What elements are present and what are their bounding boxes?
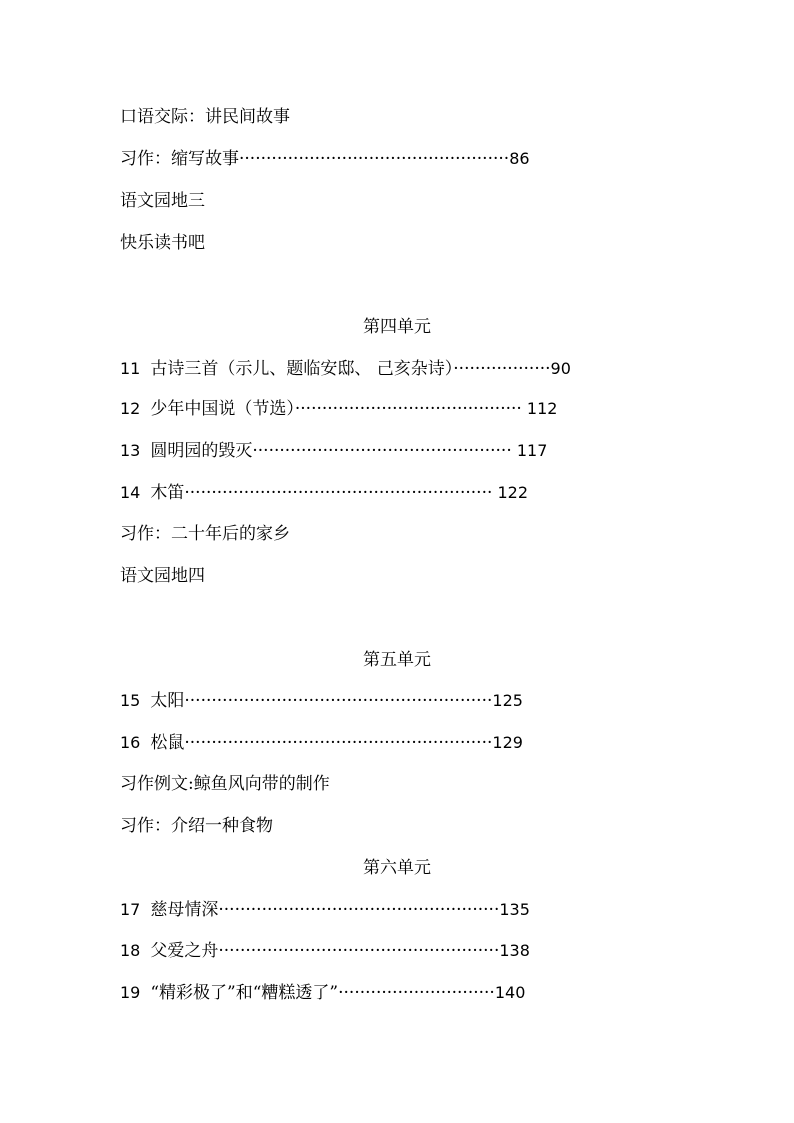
toc-entry-number: 19 [120, 983, 141, 1002]
toc-entry [120, 148, 530, 170]
toc-entry [120, 940, 530, 962]
toc-page-number: 90 [550, 359, 571, 378]
toc-entry-title: 太阳 [150, 691, 185, 711]
toc-entry-title: 口语交际：讲民间故事 [120, 107, 290, 127]
toc-entry [120, 690, 523, 712]
toc-entry [120, 732, 523, 754]
toc-entry-title: 松鼠 [150, 733, 185, 753]
toc-page-number: 112 [521, 399, 558, 418]
toc-entry [120, 232, 205, 254]
toc-entry-title: 习作例文:鲸鱼风向带的制作 [120, 774, 330, 794]
toc-leader-dots: ·················································· [239, 149, 510, 169]
toc-page-number: 138 [499, 941, 530, 960]
toc-entry-number: 13 [120, 441, 141, 460]
toc-entry [120, 815, 273, 837]
toc-entry-title: 习作：介绍一种食物 [120, 816, 273, 836]
toc-entry-title: 习作：二十年后的家乡 [120, 524, 290, 544]
toc-page-number: 140 [494, 983, 526, 1002]
toc-entry-number: 15 [120, 691, 141, 710]
toc-entry [120, 358, 571, 380]
toc-entry [120, 982, 525, 1004]
toc-entry-title: 语文园地三 [120, 191, 205, 211]
toc-leader-dots: ················································ [252, 441, 512, 461]
toc-entry [120, 899, 530, 921]
toc-leader-dots: ························································· [184, 691, 493, 711]
toc-entry-number: 17 [120, 900, 141, 919]
toc-page-number: 86 [509, 149, 530, 168]
toc-entry-title: 父爱之舟 [150, 941, 219, 961]
toc-page-number: 129 [492, 733, 523, 752]
toc-entry-number: 14 [120, 483, 141, 502]
toc-leader-dots: ·················· [453, 359, 551, 379]
toc-leader-dots: ···················································· [218, 900, 500, 920]
toc-entry-number: 16 [120, 733, 141, 752]
toc-entry-title: 少年中国说（节选） [150, 399, 295, 419]
toc-entry [120, 398, 557, 420]
toc-entry [120, 482, 528, 504]
toc-entry-title: 古诗三首（示儿、题临安邸、 己亥杂诗） [150, 359, 454, 379]
unit-heading: 第四单元 [363, 317, 431, 337]
toc-entry-title: 慈母情深 [150, 900, 219, 920]
unit-heading: 第五单元 [363, 650, 431, 670]
toc-entry-number: 12 [120, 399, 141, 418]
toc-entry-number: 11 [120, 359, 141, 378]
toc-leader-dots: ····························· [338, 983, 495, 1003]
toc-leader-dots: ···················································· [218, 941, 500, 961]
toc-page-number: 117 [511, 441, 548, 460]
toc-entry [120, 523, 290, 545]
toc-entry [120, 106, 290, 128]
toc-entry-title: 圆明园的毁灭 [150, 441, 253, 461]
toc-entry [120, 190, 205, 212]
toc-entry-title: 习作：缩写故事 [120, 149, 239, 169]
toc-page-number: 125 [492, 691, 523, 710]
unit-heading: 第六单元 [363, 858, 431, 878]
toc-leader-dots: ························································· [184, 733, 493, 753]
toc-leader-dots: ························································· [184, 483, 493, 503]
toc-entry-title: 语文园地四 [120, 566, 205, 586]
toc-page-number: 135 [499, 900, 530, 919]
toc-entry-title: 木笛 [150, 483, 185, 503]
toc-entry [120, 565, 205, 587]
toc-entry-number: 18 [120, 941, 141, 960]
toc-entry [120, 440, 547, 462]
toc-entry-title: 快乐读书吧 [120, 233, 205, 253]
toc-entry-title: “精彩极了”和“糟糕透了” [150, 983, 339, 1003]
toc-leader-dots: ·········································· [294, 399, 522, 419]
toc-page-number: 122 [492, 483, 529, 502]
toc-entry [120, 773, 330, 795]
